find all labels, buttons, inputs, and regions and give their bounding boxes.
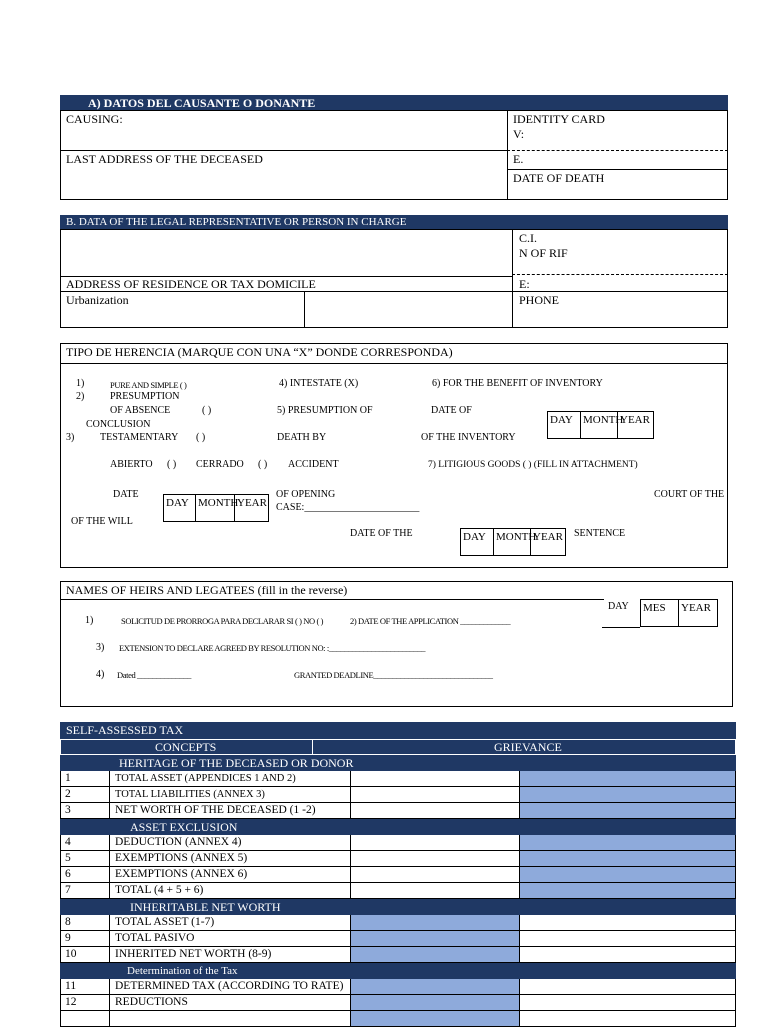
value-cell[interactable] <box>350 947 519 963</box>
item2-num: 2) <box>76 391 85 402</box>
inheritable-label: INHERITABLE NET WORTH <box>130 900 281 914</box>
grievance-cell[interactable] <box>519 835 736 851</box>
testamentary-label: TESTAMENTARY <box>100 432 179 443</box>
address-label: ADDRESS OF RESIDENCE OR TAX DOMICILE <box>66 277 316 291</box>
table-row <box>60 915 736 931</box>
table-row <box>60 931 736 947</box>
section-d-title: NAMES OF HEIRS AND LEGATEES (fill in the reverse) <box>66 583 348 597</box>
item1-num: 1) <box>76 378 85 389</box>
concepts-header: CONCEPTS <box>155 740 217 754</box>
row-label: TOTAL PASIVO <box>109 931 350 947</box>
row-num: 9 <box>60 931 109 947</box>
asset-exclusion-bar <box>60 819 736 835</box>
value-cell[interactable] <box>350 931 519 947</box>
row-num: 5 <box>60 851 109 867</box>
of-inventory-label: OF THE INVENTORY <box>421 432 516 443</box>
tax-title-bar <box>60 722 736 739</box>
intestate-option: 4) INTESTATE (X) <box>279 378 359 389</box>
cerrado-checkbox: ( ) <box>258 459 268 470</box>
table-row <box>60 995 736 1011</box>
absence-checkbox: ( ) <box>202 405 212 416</box>
phone-label: PHONE <box>519 293 560 307</box>
row-num: 10 <box>60 947 109 963</box>
row-num: 7 <box>60 883 109 899</box>
determination-label: Determination of the Tax <box>127 965 238 977</box>
row-num: 1 <box>60 771 109 787</box>
section-c-title: TIPO DE HERENCIA (MARQUE CON UNA “X” DONDE CORRESPONDA) <box>66 345 453 359</box>
presumption-of-label: 5) PRESUMPTION OF <box>277 405 373 416</box>
extension-request: SOLICITUD DE PRORROGA PARA DECLARAR SI ( ) NO ( ) <box>121 616 324 626</box>
grievance-cell[interactable] <box>519 931 736 947</box>
determination-bar <box>60 963 736 979</box>
accident-label: ACCIDENT <box>288 459 339 470</box>
inventory-date-boxes[interactable] <box>547 411 654 439</box>
grievance-cell[interactable] <box>519 1011 736 1027</box>
row-label: TOTAL ASSET (1-7) <box>109 915 350 931</box>
day-box[interactable]: DAY <box>461 529 494 555</box>
row-num: 8 <box>60 915 109 931</box>
of-opening-label: OF OPENING <box>276 489 336 500</box>
value-cell[interactable] <box>350 915 519 931</box>
inheritable-bar <box>60 899 736 915</box>
month-box[interactable]: MONTH <box>494 529 531 555</box>
grievance-cell[interactable] <box>519 803 736 819</box>
year-box[interactable]: YEAR <box>533 531 563 543</box>
value-cell[interactable] <box>350 883 519 899</box>
day-box[interactable]: DAY <box>164 495 196 521</box>
asset-exclusion-label: ASSET EXCLUSION <box>130 820 238 834</box>
granted-deadline-field: GRANTED DEADLINE_______________________________ <box>294 670 493 680</box>
grievance-cell[interactable] <box>519 915 736 931</box>
date-of-the-label: DATE OF THE <box>350 528 413 539</box>
row-label: DETERMINED TAX (ACCORDING TO RATE) <box>109 979 350 995</box>
item3-num: 3) <box>66 432 75 443</box>
section-b-header <box>60 215 728 230</box>
grievance-cell[interactable] <box>519 995 736 1011</box>
litigious-goods-option: 7) LITIGIOUS GOODS ( ) (FILL IN ATTACHMENT) <box>428 460 638 470</box>
day-box[interactable]: DAY <box>548 412 581 438</box>
value-cell[interactable] <box>350 979 519 995</box>
grievance-cell[interactable] <box>519 851 736 867</box>
causing-label: CAUSING: <box>66 112 123 126</box>
row-num <box>60 1011 109 1027</box>
table-row <box>60 947 736 963</box>
row-num: 12 <box>60 995 109 1011</box>
urbanization-label: Urbanization <box>66 293 129 307</box>
grievance-cell[interactable] <box>519 883 736 899</box>
table-row <box>60 835 736 851</box>
d-item4-num: 4) <box>96 669 105 680</box>
row-label: EXEMPTIONS (ANNEX 5) <box>109 851 350 867</box>
ci-label: C.I. <box>519 231 537 245</box>
year-box[interactable]: YEAR <box>237 497 267 509</box>
row-label: TOTAL LIABILITIES (ANNEX 3) <box>109 787 350 803</box>
value-cell[interactable] <box>350 867 519 883</box>
value-cell[interactable] <box>350 771 519 787</box>
d-item3-num: 3) <box>96 642 105 653</box>
court-label: COURT OF THE <box>654 489 725 500</box>
will-date-boxes[interactable] <box>163 494 269 522</box>
dated-field: Dated ______________ <box>117 670 191 680</box>
d-item1-num: 1) <box>85 615 94 626</box>
value-cell[interactable] <box>350 803 519 819</box>
heritage-label: HERITAGE OF THE DECEASED OR DONOR <box>119 756 354 770</box>
row-label: TOTAL (4 + 5 + 6) <box>109 883 350 899</box>
section-b-title: B. DATA OF THE LEGAL REPRESENTATIVE OR PERSON IN CHARGE <box>66 216 407 228</box>
table-row <box>60 787 736 803</box>
grievance-cell[interactable] <box>519 771 736 787</box>
row-label: EXEMPTIONS (ANNEX 6) <box>109 867 350 883</box>
conclusion-label: CONCLUSION <box>86 419 151 430</box>
heritage-bar <box>60 755 736 771</box>
year-box[interactable]: YEAR <box>681 602 711 614</box>
month-box[interactable]: MONTH <box>581 412 618 438</box>
e-label: E. <box>513 152 524 166</box>
row-label: INHERITED NET WORTH (8-9) <box>109 947 350 963</box>
presumption-label: PRESUMPTION <box>110 391 180 402</box>
value-cell[interactable] <box>350 787 519 803</box>
death-by-label: DEATH BY <box>277 432 327 443</box>
date-will-label: DATE <box>113 489 139 500</box>
e-label-b: E: <box>519 277 530 291</box>
last-address-label: LAST ADDRESS OF THE DECEASED <box>66 152 263 166</box>
case-field: CASE:_______________________ <box>276 502 420 513</box>
row-label: TOTAL ASSET (APPENDICES 1 AND 2) <box>109 771 350 787</box>
application-date-boxes[interactable] <box>640 599 718 627</box>
table-row <box>60 771 736 787</box>
v-label: V: <box>513 127 525 141</box>
grievance-cell[interactable] <box>519 867 736 883</box>
sentence-date-boxes[interactable] <box>460 528 566 556</box>
value-cell[interactable] <box>350 1011 519 1027</box>
row-num: 6 <box>60 867 109 883</box>
grievance-cell[interactable] <box>519 979 736 995</box>
pure-simple-option: PURE AND SIMPLE ( ) <box>110 380 187 390</box>
value-cell[interactable] <box>350 995 519 1011</box>
abierto-checkbox: ( ) <box>167 459 177 470</box>
year-box[interactable]: YEAR <box>620 414 650 426</box>
row-num: 11 <box>60 979 109 995</box>
of-absence-label: OF ABSENCE <box>110 405 171 416</box>
row-label: NET WORTH OF THE DECEASED (1 -2) <box>109 803 350 819</box>
row-num: 4 <box>60 835 109 851</box>
table-row <box>60 803 736 819</box>
of-the-will-label: OF THE WILL <box>71 516 133 527</box>
table-row <box>60 1011 736 1027</box>
day-head: DAY <box>608 601 629 612</box>
section-a-title: A) DATOS DEL CAUSANTE O DONANTE <box>88 96 316 110</box>
grievance-cell[interactable] <box>519 947 736 963</box>
testamentary-checkbox: ( ) <box>196 432 206 443</box>
identity-card-label: IDENTITY CARD <box>513 112 605 126</box>
row-num: 2 <box>60 787 109 803</box>
date-of-death-label: DATE OF DEATH <box>513 171 605 185</box>
table-row <box>60 883 736 899</box>
table-row <box>60 979 736 995</box>
grievance-header: GRIEVANCE <box>494 740 562 754</box>
resolution-field: EXTENSION TO DECLARE AGREED BY RESOLUTION NO: :_________________________ <box>119 643 426 653</box>
sentence-label: SENTENCE <box>574 528 626 539</box>
grievance-cell[interactable] <box>519 787 736 803</box>
table-row <box>60 867 736 883</box>
value-cell[interactable] <box>350 835 519 851</box>
abierto-label: ABIERTO <box>110 459 153 470</box>
mes-box[interactable]: MES <box>641 600 679 626</box>
row-label <box>109 1011 350 1027</box>
application-date: 2) DATE OF THE APPLICATION _____________ <box>350 616 511 626</box>
tax-title: SELF-ASSESSED TAX <box>66 723 184 737</box>
month-box[interactable]: MONTH <box>196 495 235 521</box>
row-num: 3 <box>60 803 109 819</box>
section-a-header <box>60 95 728 111</box>
cerrado-label: CERRADO <box>196 459 244 470</box>
date-of-label: DATE OF <box>431 405 472 416</box>
value-cell[interactable] <box>350 851 519 867</box>
row-label: DEDUCTION (ANNEX 4) <box>109 835 350 851</box>
benefit-inventory-option: 6) FOR THE BENEFIT OF INVENTORY <box>432 378 603 389</box>
row-label: REDUCTIONS <box>109 995 350 1011</box>
n-of-rif-label: N OF RIF <box>519 246 568 260</box>
table-row <box>60 851 736 867</box>
tax-columns-bar <box>60 739 736 755</box>
